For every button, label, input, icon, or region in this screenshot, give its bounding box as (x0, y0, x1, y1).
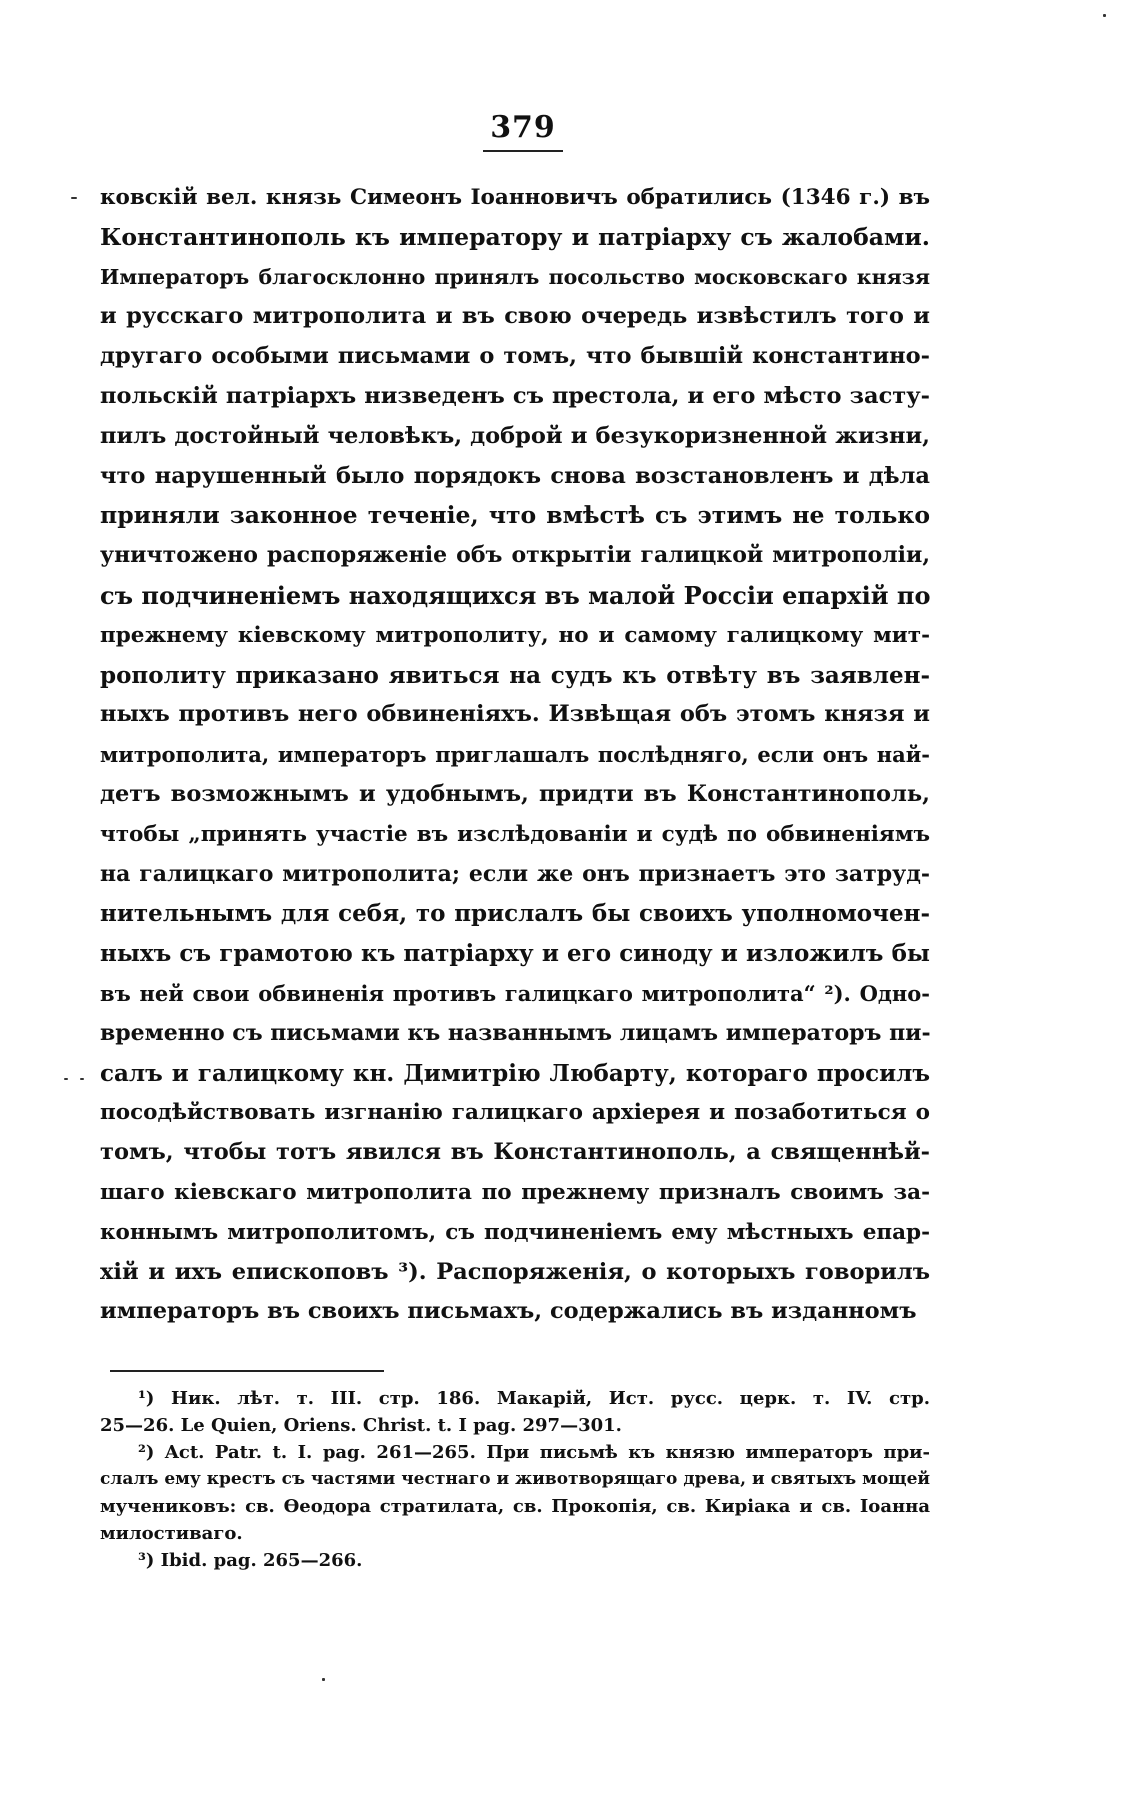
text-line: въ ней свои обвиненія противъ галицкаго митрополита“ ²). Одно- (100, 980, 930, 1006)
text-line: временно съ письмами къ названнымъ лицамъ императоръ пи- (100, 1019, 931, 1046)
text-line: и русскаго митрополита и въ свою очередь извѣстилъ того и (100, 303, 930, 330)
footnote-line: ¹) Ник. лѣт. т. III. стр. 186. Макарій, Ист. русс. церк. т. IV. стр. (138, 1388, 930, 1409)
text-line: рополиту приказано явиться на судъ къ отвѣту въ заявлен- (100, 661, 930, 689)
footnote-line: ²) Act. Patr. t. I. pag. 261—265. При письмѣ къ князю императоръ при- (138, 1442, 930, 1463)
text-line: ныхъ противъ него обвиненіяхъ. Извѣщая объ этомъ князя и (100, 701, 930, 728)
text-line: чтобы „принять участіе въ изслѣдованіи и судѣ по обвиненіямъ (100, 821, 930, 847)
text-line: Императоръ благосклонно принялъ посольство московскаго князя (100, 264, 930, 289)
text-line: пилъ достойный человѣкъ, доброй и безукоризненной жизни, (100, 422, 930, 449)
footnote-line: 25—26. Le Quien, Oriens. Christ. t. I pag. 297—301. (100, 1415, 622, 1436)
text-line: томъ, чтобы тотъ явился въ Константинополь, а священнѣй- (100, 1139, 930, 1166)
text-line: хій и ихъ епископовъ ³). Распоряженія, о которыхъ говорилъ (100, 1258, 930, 1285)
text-line: уничтожено распоряженіе объ открытіи галицкой митрополіи, (100, 542, 930, 569)
page-number-underline (483, 150, 563, 152)
text-line: шаго кіевскаго митрополита по прежнему призналъ своимъ за- (100, 1179, 930, 1205)
text-line: ковскій вел. князь Симеонъ Іоанновичъ обратились (1346 г.) въ (100, 185, 930, 210)
margin-mark (80, 1078, 84, 1080)
footnote-line: ³) Ibid. pag. 265—266. (138, 1550, 363, 1571)
text-line: ныхъ съ грамотою къ патріарху и его синоду и изложилъ бы (100, 940, 930, 968)
text-line: посодѣйствовать изгнанію галицкаго архіерея и позаботиться о (100, 1100, 930, 1126)
margin-mark (1103, 14, 1106, 17)
margin-mark (322, 1678, 325, 1681)
text-line: митрополита, императоръ приглашалъ послѣдняго, если онъ най- (100, 742, 930, 768)
text-line: салъ и галицкому кн. Димитрію Любарту, котораго просилъ (100, 1059, 930, 1087)
text-line: что нарушенный было порядокъ снова возстановленъ и дѣла (100, 462, 930, 489)
page-number: 379 (490, 110, 556, 145)
text-line: приняли законное теченіе, что вмѣстѣ съ этимъ не только (100, 501, 930, 530)
footnote-line: милостиваго. (100, 1523, 243, 1544)
text-line: польскій патріархъ низведенъ съ престола, и его мѣсто засту- (100, 382, 930, 409)
footnotes (100, 1385, 930, 1574)
text-line: детъ возможнымъ и удобнымъ, придти въ Константинополь, (100, 780, 930, 807)
margin-mark (64, 1078, 68, 1080)
text-line: на галицкаго митрополита; если же онъ признаетъ это затруд- (100, 860, 930, 887)
text-line: прежнему кіевскому митрополиту, но и самому галицкому мит- (100, 622, 930, 648)
footnote-line: слалъ ему крестъ съ частями честнаго и животворящаго древа, и святыхъ мощей (100, 1469, 930, 1489)
text-line: нительнымъ для себя, то прислалъ бы своихъ уполномочен- (100, 900, 930, 928)
text-line: коннымъ митрополитомъ, съ подчиненіемъ ему мѣстныхъ епар- (100, 1219, 930, 1245)
text-line: съ подчиненіемъ находящихся въ малой Россіи епархій по (100, 580, 931, 610)
main-text (100, 178, 930, 1332)
text-line: другаго особыми письмами о томъ, что бывшій константино- (100, 343, 930, 370)
footnote-separator (110, 1370, 384, 1372)
margin-mark (71, 197, 77, 199)
footnote-line: мучениковъ: св. Ѳеодора стратилата, св. Прокопія, св. Киріака и св. Іоанна (100, 1496, 930, 1517)
text-line: императоръ въ своихъ письмахъ, содержались въ изданномъ (100, 1298, 917, 1325)
text-line: Константинополь къ императору и патріарху съ жалобами. (100, 222, 930, 251)
